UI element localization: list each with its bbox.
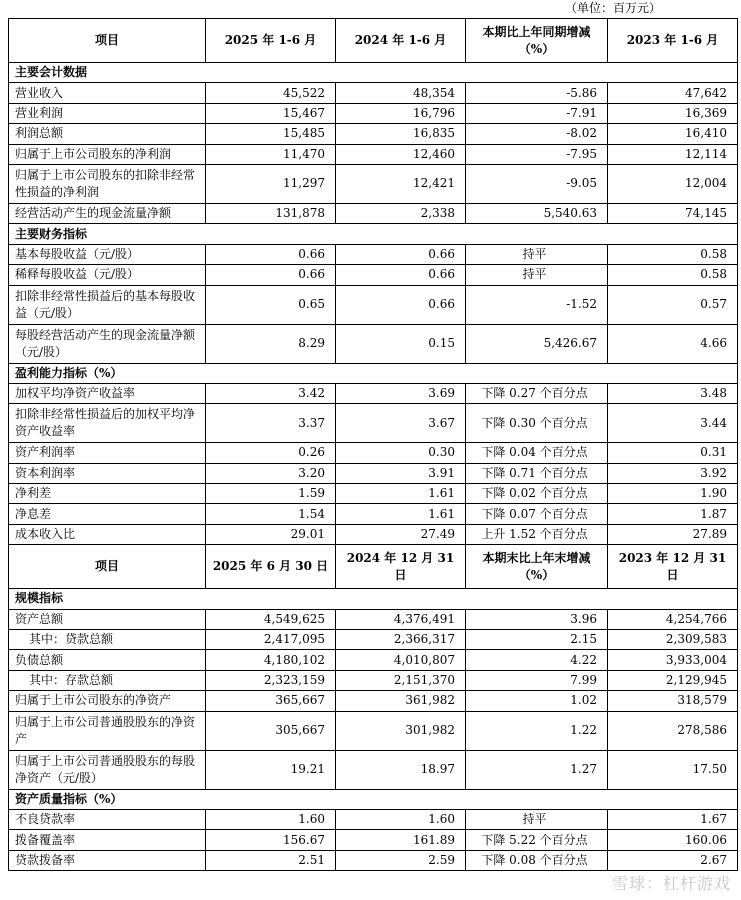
- table-row: [9, 383, 738, 403]
- value-cell: 131,878: [206, 203, 336, 223]
- table-row: [9, 711, 738, 750]
- table-row: [9, 691, 738, 711]
- table-row: [9, 285, 738, 324]
- value-cell: 12,421: [336, 164, 466, 203]
- value-cell: 4.66: [608, 324, 738, 363]
- change-cell: 下降 5.22 个百分点: [466, 830, 608, 850]
- table-row: [9, 830, 738, 850]
- value-cell: 4,180,102: [206, 650, 336, 670]
- value-cell: 4,010,807: [336, 650, 466, 670]
- column-header: 2024 年 1-6 月: [336, 19, 466, 63]
- value-cell: 11,297: [206, 164, 336, 203]
- value-cell: 3.37: [206, 404, 336, 443]
- table-row: [9, 650, 738, 670]
- value-cell: 1.60: [206, 809, 336, 829]
- value-cell: 0.57: [608, 285, 738, 324]
- unit-note: （单位：百万元）: [564, 1, 661, 15]
- change-cell: 1.02: [466, 691, 608, 711]
- table-row: [9, 504, 738, 524]
- section-row: [9, 789, 738, 809]
- row-label: 负债总额: [9, 650, 206, 670]
- table-row: [9, 750, 738, 789]
- change-cell: 持平: [466, 809, 608, 829]
- value-cell: 0.15: [336, 324, 466, 363]
- value-cell: 0.30: [336, 443, 466, 463]
- value-cell: 0.66: [206, 265, 336, 285]
- row-label: 其中：存款总额: [9, 670, 206, 690]
- value-cell: 365,667: [206, 691, 336, 711]
- table-row: [9, 83, 738, 103]
- section-title: 规模指标: [9, 589, 738, 609]
- value-cell: 29.01: [206, 524, 336, 544]
- value-cell: 156.67: [206, 830, 336, 850]
- section-row: [9, 224, 738, 244]
- change-cell: -9.05: [466, 164, 608, 203]
- row-label: 经营活动产生的现金流量净额: [9, 203, 206, 223]
- value-cell: 2.51: [206, 850, 336, 870]
- row-label: 成本收入比: [9, 524, 206, 544]
- value-cell: 1.61: [336, 504, 466, 524]
- value-cell: 1.61: [336, 484, 466, 504]
- table-row: [9, 404, 738, 443]
- value-cell: 3.67: [336, 404, 466, 443]
- table-row: [9, 203, 738, 223]
- value-cell: 2.59: [336, 850, 466, 870]
- section-row: [9, 589, 738, 609]
- value-cell: 1.67: [608, 809, 738, 829]
- row-label: 加权平均净资产收益率: [9, 383, 206, 403]
- value-cell: 48,354: [336, 83, 466, 103]
- table-row: [9, 164, 738, 203]
- value-cell: 15,467: [206, 103, 336, 123]
- value-cell: 3.92: [608, 463, 738, 483]
- change-cell: 4.22: [466, 650, 608, 670]
- row-label: 资本利润率: [9, 463, 206, 483]
- value-cell: 12,004: [608, 164, 738, 203]
- value-cell: 318,579: [608, 691, 738, 711]
- value-cell: 27.49: [336, 524, 466, 544]
- value-cell: 17.50: [608, 750, 738, 789]
- value-cell: 0.58: [608, 244, 738, 264]
- value-cell: 3.44: [608, 404, 738, 443]
- table-row: [9, 609, 738, 629]
- value-cell: 16,835: [336, 124, 466, 144]
- section-title: 盈利能力指标（%）: [9, 363, 738, 383]
- change-cell: -1.52: [466, 285, 608, 324]
- header-row: [9, 19, 738, 63]
- value-cell: 2.67: [608, 850, 738, 870]
- value-cell: 3.42: [206, 383, 336, 403]
- change-cell: 持平: [466, 244, 608, 264]
- value-cell: 16,796: [336, 103, 466, 123]
- row-label: 营业利润: [9, 103, 206, 123]
- value-cell: 0.65: [206, 285, 336, 324]
- table-row: [9, 670, 738, 690]
- value-cell: 1.87: [608, 504, 738, 524]
- row-label: 其中：贷款总额: [9, 630, 206, 650]
- change-cell: 1.22: [466, 711, 608, 750]
- value-cell: 361,982: [336, 691, 466, 711]
- change-cell: 下降 0.07 个百分点: [466, 504, 608, 524]
- value-cell: 2,366,317: [336, 630, 466, 650]
- value-cell: 4,549,625: [206, 609, 336, 629]
- value-cell: 16,410: [608, 124, 738, 144]
- value-cell: 12,460: [336, 144, 466, 164]
- column-header: 项目: [9, 19, 206, 63]
- row-label: 贷款拨备率: [9, 850, 206, 870]
- value-cell: 19.21: [206, 750, 336, 789]
- change-cell: 5,426.67: [466, 324, 608, 363]
- section-row: [9, 63, 738, 83]
- change-cell: 2.15: [466, 630, 608, 650]
- value-cell: 1.60: [336, 809, 466, 829]
- value-cell: 3.91: [336, 463, 466, 483]
- table-row: [9, 124, 738, 144]
- value-cell: 3.48: [608, 383, 738, 403]
- row-label: 净利差: [9, 484, 206, 504]
- change-cell: 7.99: [466, 670, 608, 690]
- value-cell: 12,114: [608, 144, 738, 164]
- row-label: 归属于上市公司股东的净资产: [9, 691, 206, 711]
- row-label: 扣除非经常性损益后的基本每股收益（元/股）: [9, 285, 206, 324]
- value-cell: 2,417,095: [206, 630, 336, 650]
- value-cell: 3.20: [206, 463, 336, 483]
- value-cell: 1.59: [206, 484, 336, 504]
- column-header: 2025 年 1-6 月: [206, 19, 336, 63]
- value-cell: 4,254,766: [608, 609, 738, 629]
- value-cell: 1.54: [206, 504, 336, 524]
- value-cell: 0.66: [336, 285, 466, 324]
- value-cell: 0.66: [336, 265, 466, 285]
- value-cell: 278,586: [608, 711, 738, 750]
- section-row: [9, 363, 738, 383]
- table-row: [9, 244, 738, 264]
- value-cell: 47,642: [608, 83, 738, 103]
- column-header: 本期末比上年末增减（%）: [466, 545, 608, 589]
- column-header: 本期比上年同期增减（%）: [466, 19, 608, 63]
- value-cell: 1.90: [608, 484, 738, 504]
- table-row: [9, 463, 738, 483]
- value-cell: 2,129,945: [608, 670, 738, 690]
- column-header: 2023 年 12 月 31 日: [608, 545, 738, 589]
- section-title: 资产质量指标（%）: [9, 789, 738, 809]
- change-cell: 持平: [466, 265, 608, 285]
- value-cell: 0.66: [206, 244, 336, 264]
- row-label: 拨备覆盖率: [9, 830, 206, 850]
- value-cell: 27.89: [608, 524, 738, 544]
- change-cell: 下降 0.08 个百分点: [466, 850, 608, 870]
- row-label: 归属于上市公司普通股股东的净资产: [9, 711, 206, 750]
- row-label: 资产总额: [9, 609, 206, 629]
- value-cell: 0.31: [608, 443, 738, 463]
- value-cell: 2,309,583: [608, 630, 738, 650]
- value-cell: 8.29: [206, 324, 336, 363]
- value-cell: 160.06: [608, 830, 738, 850]
- value-cell: 18.97: [336, 750, 466, 789]
- table-row: [9, 850, 738, 870]
- value-cell: 74,145: [608, 203, 738, 223]
- column-header: 项目: [9, 545, 206, 589]
- table-row: [9, 524, 738, 544]
- change-cell: 下降 0.71 个百分点: [466, 463, 608, 483]
- column-header: 2024 年 12 月 31 日: [336, 545, 466, 589]
- table-row: [9, 144, 738, 164]
- change-cell: 上升 1.52 个百分点: [466, 524, 608, 544]
- value-cell: 0.58: [608, 265, 738, 285]
- section-title: 主要财务指标: [9, 224, 738, 244]
- table-row: [9, 265, 738, 285]
- value-cell: 2,323,159: [206, 670, 336, 690]
- table-row: [9, 443, 738, 463]
- column-header: 2025 年 6 月 30 日: [206, 545, 336, 589]
- change-cell: -8.02: [466, 124, 608, 144]
- change-cell: -7.95: [466, 144, 608, 164]
- value-cell: 0.66: [336, 244, 466, 264]
- row-label: 资产利润率: [9, 443, 206, 463]
- value-cell: 4,376,491: [336, 609, 466, 629]
- table-row: [9, 630, 738, 650]
- row-label: 不良贷款率: [9, 809, 206, 829]
- value-cell: 301,982: [336, 711, 466, 750]
- table-row: [9, 103, 738, 123]
- row-label: 归属于上市公司股东的净利润: [9, 144, 206, 164]
- change-cell: 下降 0.27 个百分点: [466, 383, 608, 403]
- row-label: 净息差: [9, 504, 206, 524]
- row-label: 归属于上市公司普通股股东的每股净资产（元/股）: [9, 750, 206, 789]
- table-row: [9, 809, 738, 829]
- change-cell: 下降 0.02 个百分点: [466, 484, 608, 504]
- value-cell: 3,933,004: [608, 650, 738, 670]
- change-cell: 3.96: [466, 609, 608, 629]
- value-cell: 45,522: [206, 83, 336, 103]
- row-label: 扣除非经常性损益后的加权平均净资产收益率: [9, 404, 206, 443]
- value-cell: 305,667: [206, 711, 336, 750]
- change-cell: -5.86: [466, 83, 608, 103]
- row-label: 基本每股收益（元/股）: [9, 244, 206, 264]
- table-row: [9, 324, 738, 363]
- row-label: 每股经营活动产生的现金流量净额（元/股）: [9, 324, 206, 363]
- value-cell: 0.26: [206, 443, 336, 463]
- change-cell: 下降 0.04 个百分点: [466, 443, 608, 463]
- value-cell: 15,485: [206, 124, 336, 144]
- column-header: 2023 年 1-6 月: [608, 19, 738, 63]
- value-cell: 16,369: [608, 103, 738, 123]
- row-label: 利润总额: [9, 124, 206, 144]
- section-title: 主要会计数据: [9, 63, 738, 83]
- row-label: 营业收入: [9, 83, 206, 103]
- row-label: 归属于上市公司股东的扣除非经常性损益的净利润: [9, 164, 206, 203]
- financial-summary-table: [8, 18, 738, 871]
- header-row: [9, 545, 738, 589]
- change-cell: 下降 0.30 个百分点: [466, 404, 608, 443]
- table-row: [9, 484, 738, 504]
- row-label: 稀释每股收益（元/股）: [9, 265, 206, 285]
- value-cell: 161.89: [336, 830, 466, 850]
- watermark: 雪球：杠杆游戏: [611, 874, 731, 893]
- change-cell: 1.27: [466, 750, 608, 789]
- value-cell: 2,338: [336, 203, 466, 223]
- value-cell: 11,470: [206, 144, 336, 164]
- change-cell: -7.91: [466, 103, 608, 123]
- change-cell: 5,540.63: [466, 203, 608, 223]
- value-cell: 2,151,370: [336, 670, 466, 690]
- value-cell: 3.69: [336, 383, 466, 403]
